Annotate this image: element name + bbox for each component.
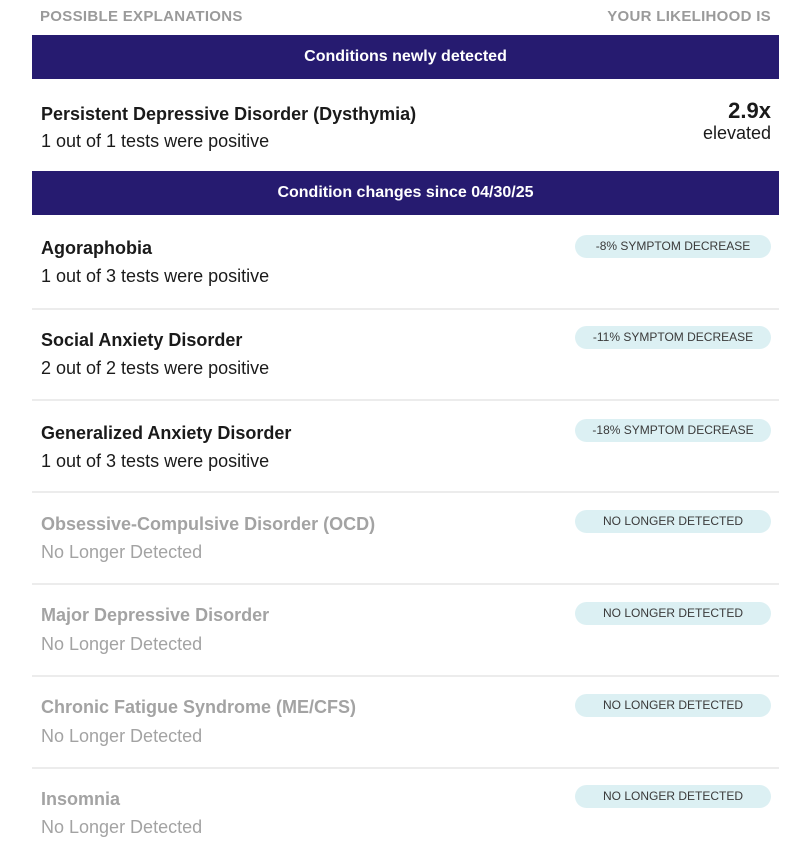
column-headers — [40, 6, 771, 26]
condition-changes-section — [32, 171, 779, 859]
condition-name: Agoraphobia — [41, 238, 152, 258]
condition-tests: 1 out of 3 tests were positive — [41, 451, 270, 471]
condition-row-ocd[interactable] — [32, 493, 779, 585]
status-badge: NO LONGER DETECTED — [575, 510, 771, 533]
condition-changes-banner: Condition changes since 04/30/25 — [32, 171, 779, 215]
condition-row-cfs[interactable] — [32, 677, 779, 769]
condition-status-text: No Longer Detected — [41, 726, 203, 746]
condition-status-text: No Longer Detected — [41, 634, 203, 654]
condition-name: Insomnia — [41, 789, 121, 809]
likelihood-level: elevated — [702, 123, 771, 143]
likelihood-value — [703, 99, 771, 143]
condition-row-social-anxiety[interactable] — [32, 310, 779, 401]
condition-tests: 1 out of 1 tests were positive — [41, 131, 270, 151]
status-badge: NO LONGER DETECTED — [575, 694, 771, 717]
condition-name: Obsessive-Compulsive Disorder (OCD) — [41, 514, 376, 534]
newly-detected-banner: Conditions newly detected — [32, 35, 779, 79]
condition-status-text: No Longer Detected — [41, 817, 203, 837]
condition-row-mdd[interactable] — [32, 585, 779, 677]
possible-explanations-header: POSSIBLE EXPLANATIONS — [40, 7, 243, 25]
likelihood-header: YOUR LIKELIHOOD IS — [607, 7, 771, 25]
condition-tests: 2 out of 2 tests were positive — [41, 358, 270, 378]
condition-name: Persistent Depressive Disorder (Dysthymia) — [41, 104, 417, 124]
condition-row-agoraphobia[interactable] — [32, 215, 779, 310]
condition-row-insomnia[interactable] — [32, 769, 779, 859]
newly-detected-section — [32, 35, 779, 171]
condition-row-gad[interactable] — [32, 401, 779, 493]
condition-name: Social Anxiety Disorder — [41, 330, 243, 350]
likelihood-multiplier: 2.9x — [728, 98, 771, 123]
status-badge: NO LONGER DETECTED — [575, 785, 771, 808]
status-badge: NO LONGER DETECTED — [575, 602, 771, 625]
status-badge: -18% SYMPTOM DECREASE — [575, 419, 771, 442]
condition-name: Major Depressive Disorder — [41, 605, 270, 625]
condition-name: Chronic Fatigue Syndrome (ME/CFS) — [41, 697, 357, 717]
status-badge: -11% SYMPTOM DECREASE — [575, 326, 771, 349]
condition-row-dysthymia[interactable] — [32, 79, 779, 171]
condition-name: Generalized Anxiety Disorder — [41, 423, 292, 443]
status-badge: -8% SYMPTOM DECREASE — [575, 235, 771, 258]
condition-tests: 1 out of 3 tests were positive — [41, 266, 270, 286]
condition-status-text: No Longer Detected — [41, 542, 203, 562]
